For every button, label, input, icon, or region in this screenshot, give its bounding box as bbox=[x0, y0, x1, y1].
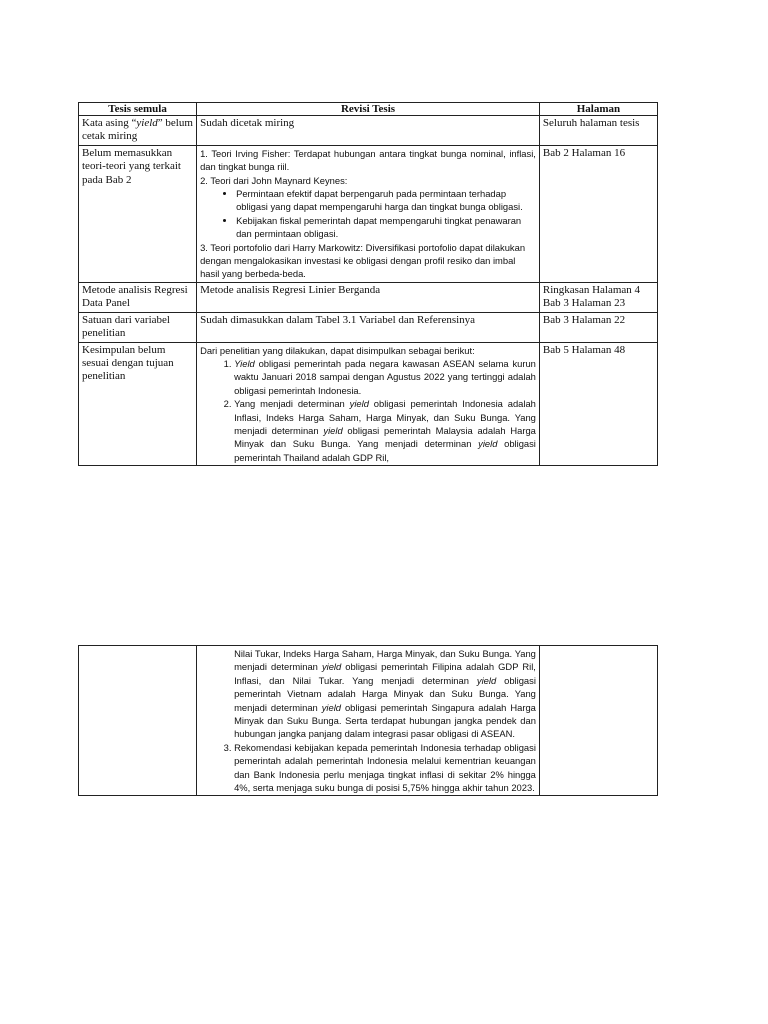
cell-revisi: Metode analisis Regresi Linier Berganda bbox=[197, 282, 540, 312]
cell-halaman: Bab 3 Halaman 22 bbox=[539, 312, 657, 342]
list-item: 3. Rekomendasi kebijakan kepada pemerintah Indonesia terhadap obligasi pemerintah adalah pemerintah Indonesia melalui kementrian keuangan dan Bank Indonesia perlu menjaga tingkat inflasi di sekitar 2% hingga 4%, serta menjaga suku bunga di posisi 5,75% hingga akhir tahun 2023. bbox=[234, 741, 536, 795]
list-item: • Permintaan efektif dapat berpengaruh pada permintaan terhadap obligasi yang dapat mempengaruhi harga dan tingkat bunga obligasi. bbox=[236, 187, 536, 214]
header-tesis-semula: Tesis semula bbox=[79, 103, 197, 116]
table-row bbox=[79, 282, 658, 312]
header-halaman: Halaman bbox=[539, 103, 657, 116]
cell-revisi bbox=[197, 145, 540, 282]
list-item: • Kebijakan fiskal pemerintah dapat mempengaruhi tingkat penawaran dan permintaan obligasi. bbox=[236, 214, 536, 241]
table-row bbox=[79, 116, 658, 146]
cell-revisi: Sudah dimasukkan dalam Tabel 3.1 Variabel dan Referensinya bbox=[197, 312, 540, 342]
header-revisi-tesis: Revisi Tesis bbox=[197, 103, 540, 116]
table-row bbox=[79, 145, 658, 282]
theory-markowitz: 3. Teori portofolio dari Harry Markowitz: Diversifikasi portofolio dapat dilakukan dengan mengalokasikan investasi ke obligasi dengan profil resiko dan imbal hasil yang berbeda-beda. bbox=[200, 241, 526, 280]
cell-semula: Kata asing “yield” belum cetak miring bbox=[79, 116, 197, 146]
table-row bbox=[79, 646, 658, 796]
list-item: 2. Yang menjadi determinan yield obligasi pemerintah Indonesia adalah Inflasi, Indeks Harga Saham, Harga Minyak, dan Suku Bunga. Yang menjadi determinan yield obligasi pemerintah Malaysia adalah Harga Minyak dan Suku Bunga. Yang menjadi determinan yield obligasi pemerintah Thailand adalah GDP Ril, bbox=[234, 397, 536, 464]
table-row bbox=[79, 312, 658, 342]
cell-semula bbox=[79, 646, 197, 796]
revision-table bbox=[78, 102, 658, 466]
cell-semula: Kesimpulan belum sesuai dengan tujuan penelitian bbox=[79, 342, 197, 466]
conclusion-intro: Dari penelitian yang dilakukan, dapat disimpulkan sebagai berikut: bbox=[200, 344, 475, 356]
conclusion-list-continued bbox=[200, 647, 536, 794]
revision-table-continued bbox=[78, 645, 658, 796]
theory-keynes: 2. Teori dari John Maynard Keynes: bbox=[200, 174, 348, 186]
cell-halaman: Ringkasan Halaman 4 Bab 3 Halaman 23 bbox=[539, 282, 657, 312]
cell-semula: Satuan dari variabel penelitian bbox=[79, 312, 197, 342]
table-row bbox=[79, 342, 658, 466]
cell-revisi: Sudah dicetak miring bbox=[197, 116, 540, 146]
cell-halaman: Bab 2 Halaman 16 bbox=[539, 145, 657, 282]
cell-halaman: Seluruh halaman tesis bbox=[539, 116, 657, 146]
table-header-row bbox=[79, 103, 658, 116]
keynes-bullet-list bbox=[200, 187, 536, 241]
conclusion-list bbox=[200, 357, 536, 464]
cell-semula: Belum memasukkan teori-teori yang terkait pada Bab 2 bbox=[79, 145, 197, 282]
cell-halaman bbox=[539, 646, 657, 796]
cell-halaman: Bab 5 Halaman 48 bbox=[539, 342, 657, 466]
list-item: 1. Yield obligasi pemerintah pada negara kawasan ASEAN selama kurun waktu Januari 2018 sampai dengan Agustus 2022 yang tertinggi adalah obligasi pemerintah Indonesia. bbox=[234, 357, 536, 397]
cell-revisi bbox=[197, 646, 540, 796]
cell-semula: Metode analisis Regresi Data Panel bbox=[79, 282, 197, 312]
list-item-continued: Nilai Tukar, Indeks Harga Saham, Harga Minyak, dan Suku Bunga. Yang menjadi determinan yield obligasi pemerintah Filipina adalah GDP Ril, Inflasi, dan Nilai Tukar. Yang menjadi determinan yield obligasi pemerintah Vietnam adalah Harga Minyak dan Suku Bunga. Yang menjadi determinan yield obligasi pemerintah Singapura adalah Harga Minyak dan Suku Bunga. Serta terdapat hubungan jangka pendek dan hubungan jangka panjang dalam integrasi pasar obligasi di ASEAN. bbox=[234, 648, 536, 740]
theory-fisher: 1. Teori Irving Fisher: Terdapat hubungan antara tingkat bunga nominal, inflasi, dan tingkat bunga riil. bbox=[200, 147, 536, 173]
cell-revisi bbox=[197, 342, 540, 466]
